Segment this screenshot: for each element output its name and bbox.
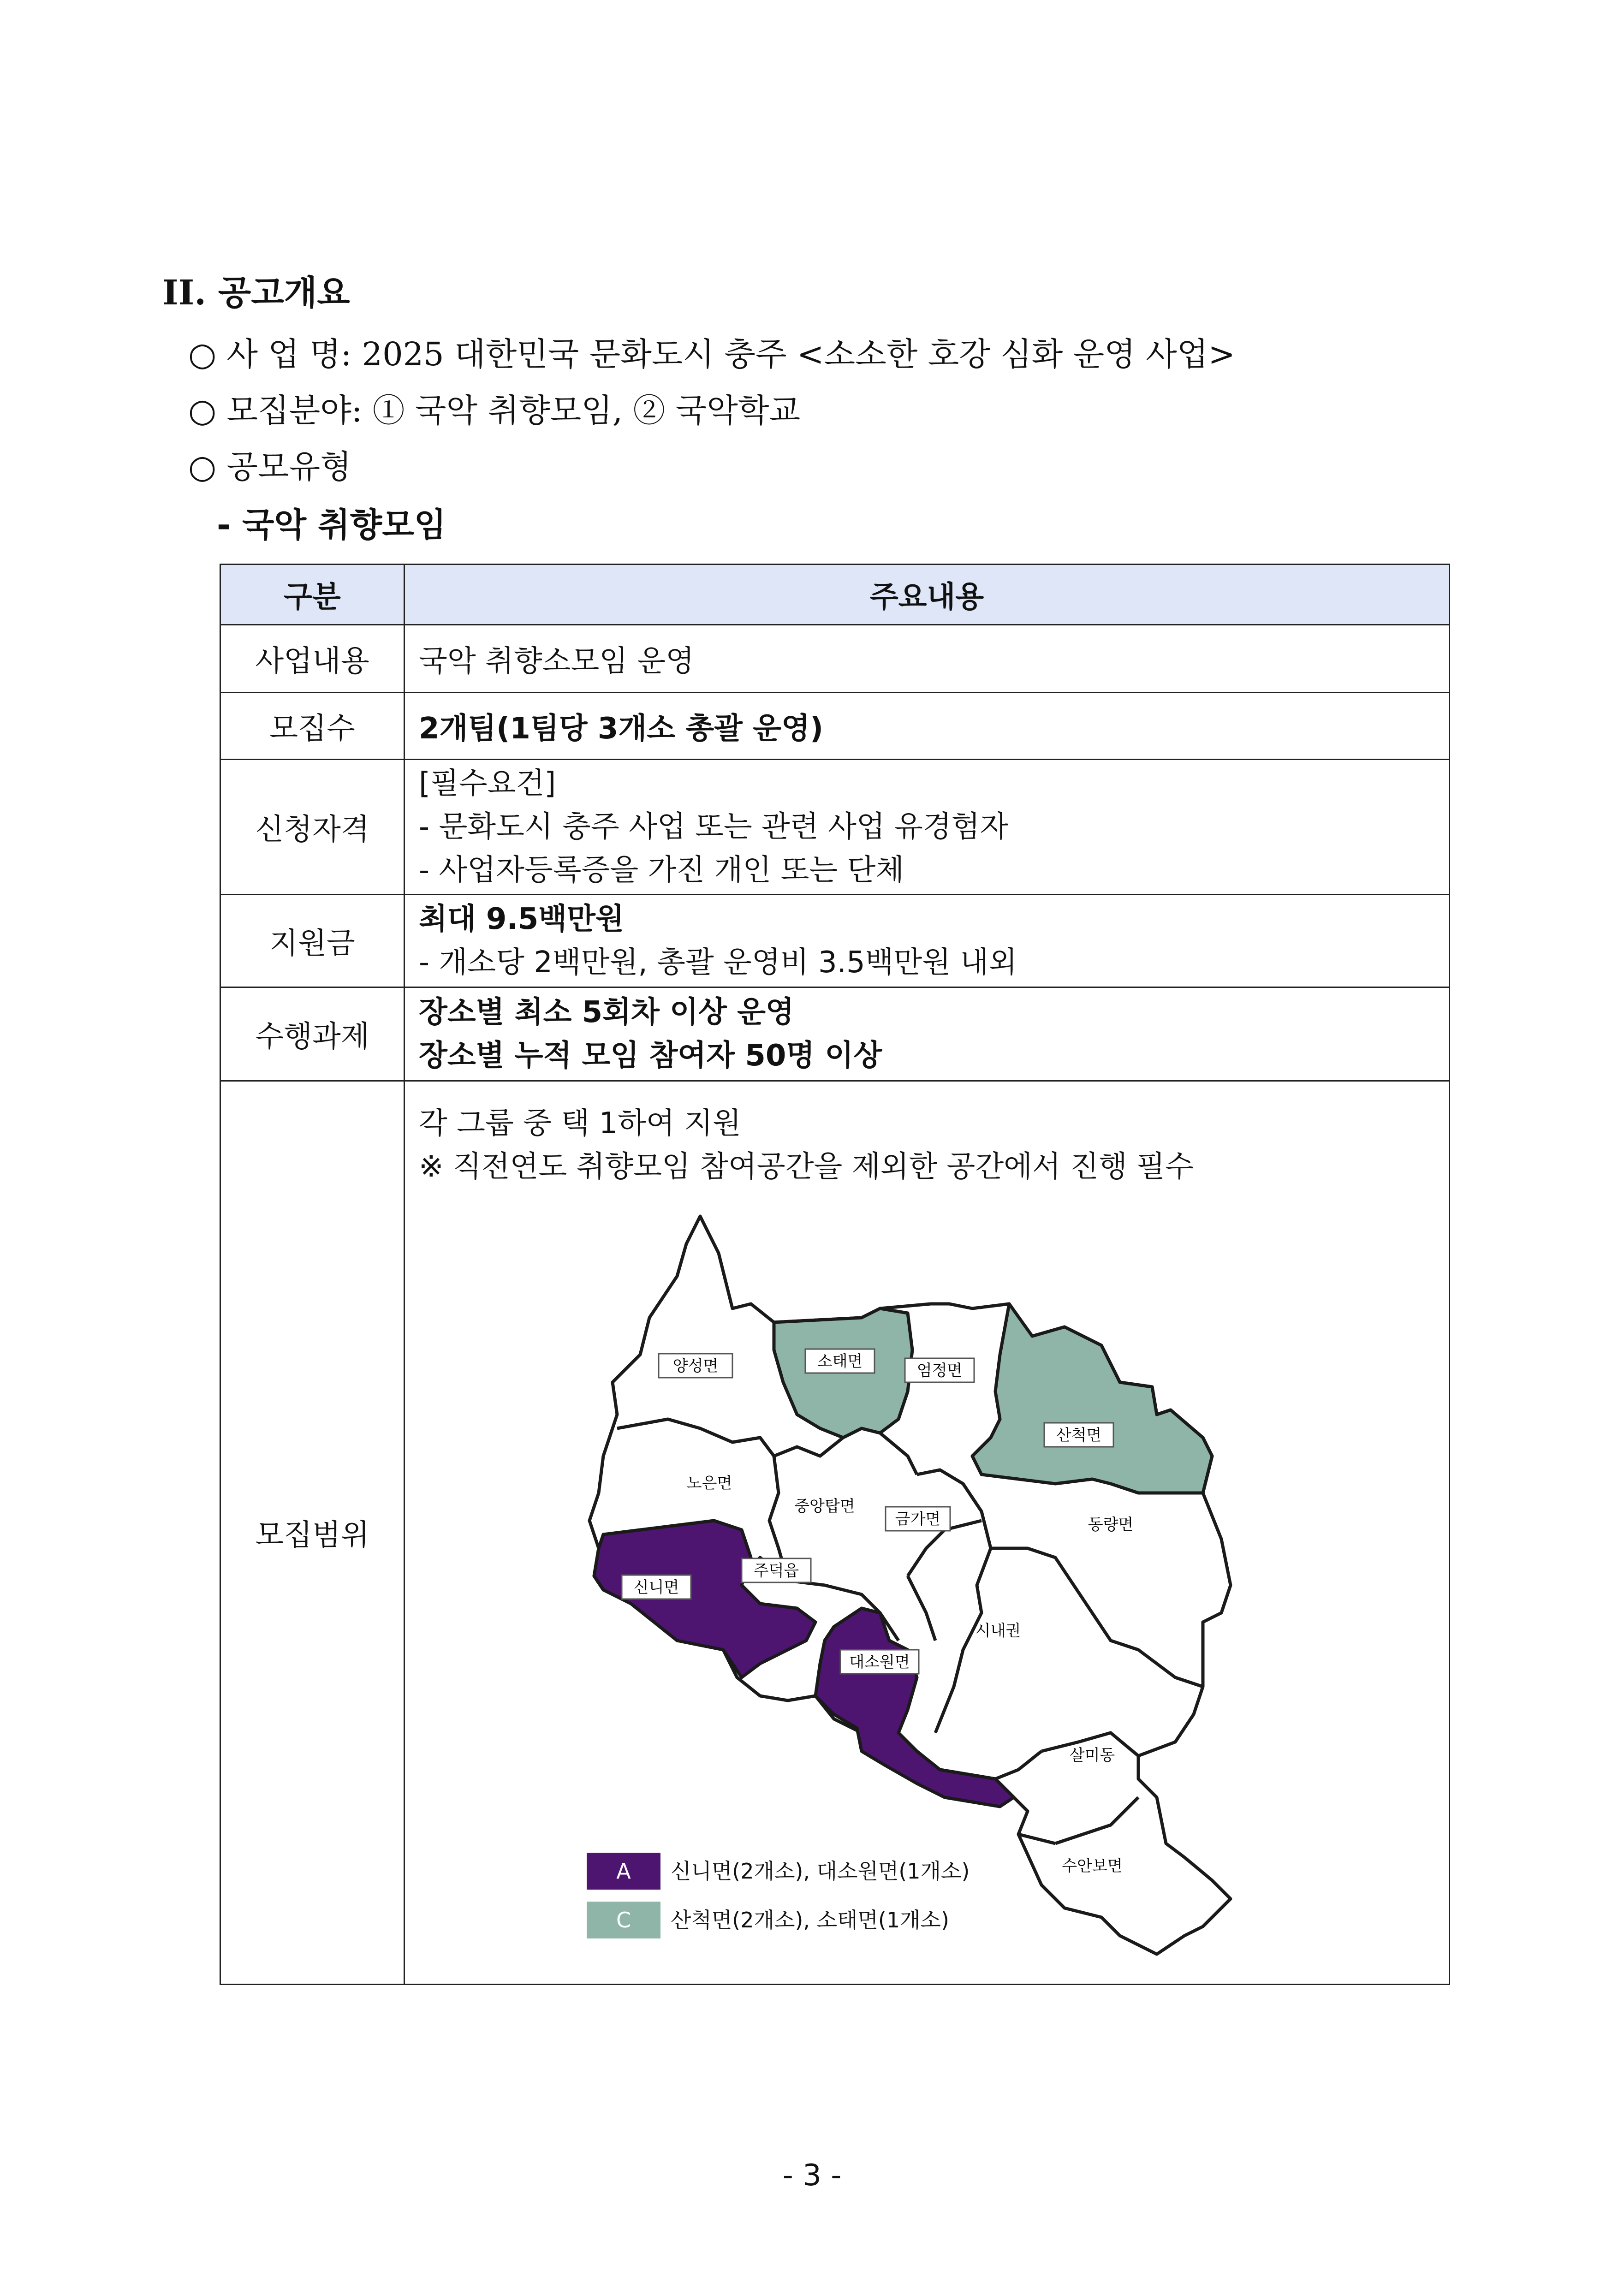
table-row <box>220 1081 1450 1985</box>
table-row <box>220 760 1450 895</box>
label-yangseong <box>659 1354 732 1378</box>
row-label: 신청자격 <box>220 760 405 895</box>
section-title: II. 공고개요 <box>162 273 350 313</box>
label-daesowon <box>840 1650 919 1674</box>
label-jungang: 중앙탑면 <box>794 1497 855 1516</box>
qualification-line: - 사업자등록증을 가진 개인 또는 단체 <box>419 853 904 887</box>
label-eomjeong <box>905 1358 974 1382</box>
svg-text:금가면: 금가면 <box>895 1510 941 1528</box>
svg-text:소태면: 소태면 <box>817 1352 863 1371</box>
bullet-icon: ○ <box>188 392 217 429</box>
support-max: 최대 9.5백만원 <box>419 902 624 936</box>
scope-line: 각 그룹 중 택 1하여 지원 <box>419 1106 741 1141</box>
recruit-field-line <box>188 385 800 431</box>
table-row <box>220 693 1450 760</box>
label-salmi: 살미동 <box>1069 1746 1115 1765</box>
legend-key-c: C <box>616 1908 631 1932</box>
svg-text:산척면: 산척면 <box>1056 1426 1102 1445</box>
row-label: 수행과제 <box>220 987 405 1081</box>
region-map <box>419 1198 1480 1982</box>
label-sinaegwon: 시내권 <box>975 1622 1021 1640</box>
row-value <box>405 760 1450 895</box>
label-dongnyang: 동량면 <box>1088 1516 1134 1534</box>
bullet-icon: ○ <box>188 448 217 486</box>
business-name-text: 사 업 명: 2025 대한민국 문화도시 충주 <소소한 호강 심화 운영 사업> <box>226 335 1236 373</box>
label-sinni <box>622 1575 691 1599</box>
label-sancheok <box>1044 1423 1113 1447</box>
row-label: 모집범위 <box>220 1081 405 1985</box>
label-noeun: 노은면 <box>686 1474 732 1492</box>
qualification-line: [필수요건] <box>419 767 556 801</box>
svg-text:양성면: 양성면 <box>672 1357 719 1375</box>
business-name-line <box>188 328 1235 375</box>
map-svg <box>419 1198 1480 1982</box>
svg-text:엄정면: 엄정면 <box>916 1362 963 1380</box>
row-value <box>405 895 1450 987</box>
support-detail: - 개소당 2백만원, 총괄 운영비 3.5백만원 내외 <box>419 945 1017 980</box>
task-line: 장소별 최소 5회차 이상 운영 <box>419 995 794 1029</box>
subheading: - 국악 취향모임 <box>217 505 446 544</box>
label-judeok <box>742 1558 811 1582</box>
row-value: 국악 취향소모임 운영 <box>405 625 1450 693</box>
table-row <box>220 895 1450 987</box>
bullet-icon: ○ <box>188 335 217 373</box>
legend-key-a: A <box>616 1859 631 1884</box>
header-content: 주요내용 <box>405 565 1450 625</box>
row-value <box>405 987 1450 1081</box>
task-line: 장소별 누적 모임 참여자 50명 이상 <box>419 1039 882 1073</box>
table-row <box>220 625 1450 693</box>
qualification-line: - 문화도시 충주 사업 또는 관련 사업 유경험자 <box>419 810 1009 844</box>
table-row <box>220 987 1450 1081</box>
row-label: 지원금 <box>220 895 405 987</box>
row-value <box>405 1081 1450 1985</box>
svg-text:주덕읍: 주덕읍 <box>753 1562 799 1580</box>
scope-line: ※ 직전연도 취향모임 참여공간을 제외한 공간에서 진행 필수 <box>419 1150 1194 1184</box>
svg-text:대소원면: 대소원면 <box>849 1653 910 1671</box>
svg-text:신니면: 신니면 <box>633 1578 679 1597</box>
label-geumga <box>886 1507 950 1531</box>
legend-text-a: 신니면(2개소), 대소원면(1개소) <box>671 1859 970 1884</box>
region-sancheok <box>972 1304 1212 1493</box>
type-line <box>188 441 351 488</box>
recruit-field-text: 모집분야: ① 국악 취향모임, ② 국악학교 <box>226 392 801 429</box>
page-number: - 3 - <box>782 2158 842 2193</box>
info-table <box>220 564 1450 1985</box>
label-suanbo: 수안보면 <box>1062 1857 1123 1875</box>
label-sotae <box>805 1349 874 1373</box>
row-value: 2개팀(1팀당 3개소 총괄 운영) <box>405 693 1450 760</box>
map-legend <box>587 1853 970 1938</box>
header-category: 구분 <box>220 565 405 625</box>
row-label: 모집수 <box>220 693 405 760</box>
row-label: 사업내용 <box>220 625 405 693</box>
legend-text-c: 산척면(2개소), 소태면(1개소) <box>671 1908 949 1932</box>
type-text: 공모유형 <box>226 448 351 486</box>
